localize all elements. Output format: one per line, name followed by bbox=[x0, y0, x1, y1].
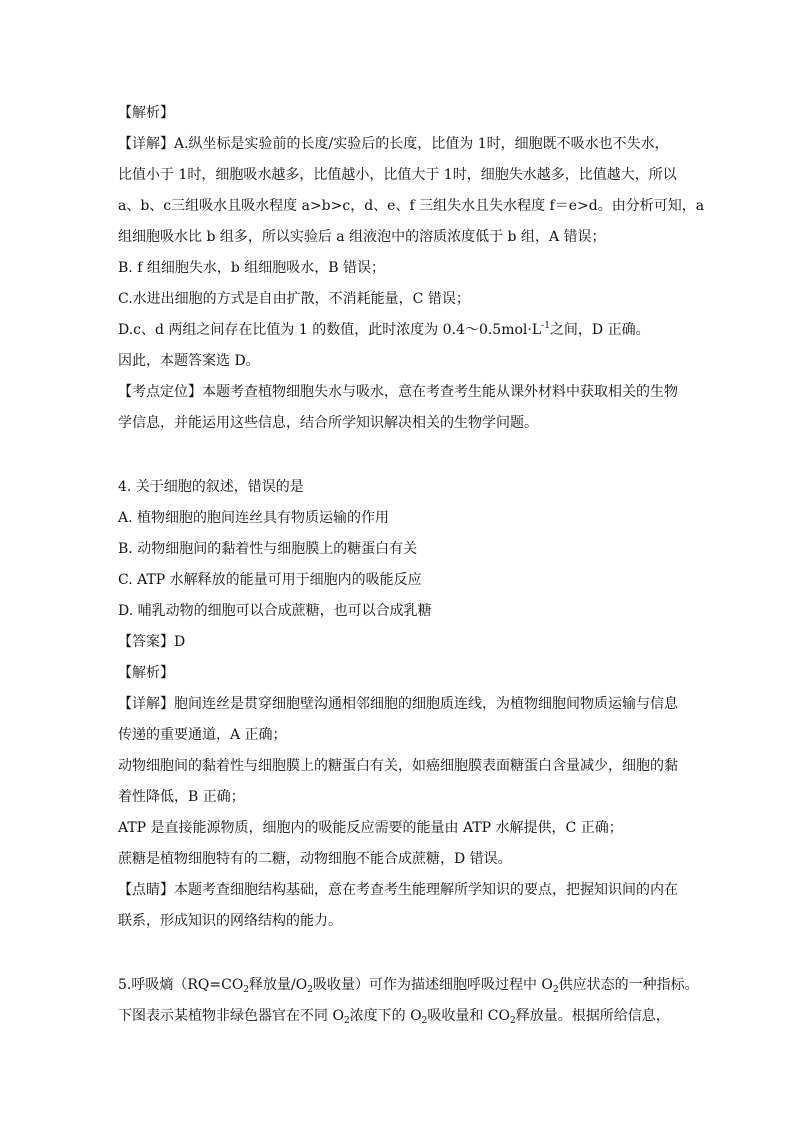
line-text: 吸收量和 CO bbox=[427, 1008, 510, 1024]
analysis-detail-line: B. f 组细胞失水，b 组细胞吸水，B 错误； bbox=[118, 260, 385, 276]
question-4-option-a: A. 植物细胞的胞间连丝具有物质运输的作用 bbox=[118, 510, 390, 526]
question-4-option-d: D. 哺乳动物的细胞可以合成蔗糖，也可以合成乳糖 bbox=[118, 603, 432, 619]
subscript: 2 bbox=[509, 1016, 516, 1026]
key-point-line: 联系，形成知识的网络结构的能力。 bbox=[118, 913, 342, 929]
analysis-heading: 【解析】 bbox=[118, 105, 174, 121]
analysis-detail-line: 【详解】胞间连丝是贯穿细胞壁沟通相邻细胞的细胞质连线，为植物细胞间物质运输与信息 bbox=[118, 696, 678, 712]
analysis-detail-line bbox=[118, 320, 650, 340]
analysis-detail-line: 蔗糖是植物细胞特有的二糖，动物细胞不能合成蔗糖，D 错误。 bbox=[118, 851, 512, 867]
line-text: 之间，D 正确。 bbox=[549, 322, 650, 338]
line-text: 浓度下的 O bbox=[349, 1008, 422, 1024]
analysis-detail-line: C.水进出细胞的方式是自由扩散，不消耗能量，C 错误； bbox=[118, 291, 470, 307]
line-text: 吸收量）可作为描述细胞呼吸过程中 O bbox=[312, 977, 553, 993]
analysis-detail-line: ATP 是直接能源物质，细胞内的吸能反应需要的能量由 ATP 水解提供，C 正确； bbox=[118, 820, 623, 836]
subscript: 2 bbox=[243, 985, 250, 995]
line-text: 释放量。根据所给信息， bbox=[515, 1008, 670, 1024]
answer-line: 【答案】D bbox=[118, 634, 186, 650]
question-4-option-b: B. 动物细胞间的黏着性与细胞膜上的糖蛋白有关 bbox=[118, 541, 418, 557]
analysis-conclusion: 因此，本题答案选 D。 bbox=[118, 353, 260, 369]
line-text: 下图表示某植物非绿色器官在不同 O bbox=[118, 1008, 344, 1024]
exam-point-line: 【考点定位】本题考查植物细胞失水与吸水，意在考查考生能从课外材料中获取相关的生物 bbox=[118, 384, 678, 400]
analysis-detail-line: 比值小于 1时，细胞吸水越多，比值越小，比值大于 1时，细胞失水越多，比值越大，所以 bbox=[118, 167, 677, 183]
line-text: 释放量/O bbox=[249, 977, 308, 993]
question-4-stem: 4. 关于细胞的叙述，错误的是 bbox=[118, 479, 304, 495]
subscript: 2 bbox=[343, 1016, 350, 1026]
line-text: D.c、d 两组之间存在比值为 1 的数值，此时浓度为 0.4～0.5mol·L bbox=[118, 322, 542, 338]
subscript: 2 bbox=[421, 1016, 428, 1026]
exam-point-line: 学信息，并能运用这些信息，结合所学知识解决相关的生物学问题。 bbox=[118, 415, 538, 431]
question-4-option-c: C. ATP 水解释放的能量可用于细胞内的吸能反应 bbox=[118, 572, 422, 588]
analysis-detail-line: 着性降低，B 正确； bbox=[118, 789, 245, 805]
line-text: 供应状态的一种指标。 bbox=[558, 977, 699, 993]
analysis-detail-line: 动物细胞间的黏着性与细胞膜上的糖蛋白有关，如癌细胞膜表面糖蛋白含量减少，细胞的黏 bbox=[118, 758, 678, 774]
analysis-detail-line: 【详解】A.纵坐标是实验前的长度/实验后的长度，比值为 1时，细胞既不吸水也不失水， bbox=[118, 136, 669, 152]
key-point-line: 【点睛】本题考查细胞结构基础，意在考查考生能理解所学知识的要点，把握知识间的内在 bbox=[118, 882, 678, 898]
line-text: 5.呼吸熵（RQ=CO bbox=[118, 977, 244, 993]
analysis-detail-line: a、b、c三组吸水且吸水程度 a>b>c，d、e、f 三组失水且失水程度 f＝e>d。由分析可知，a bbox=[118, 198, 705, 214]
subscript: 2 bbox=[307, 985, 313, 995]
question-5-stem-line bbox=[118, 975, 699, 995]
analysis-detail-line: 组细胞吸水比 b 组多，所以实验后 a 组液泡中的溶质浓度低于 b 组，A 错误； bbox=[118, 229, 606, 245]
analysis-detail-line: 传递的重要通道，A 正确； bbox=[118, 727, 287, 743]
analysis-heading: 【解析】 bbox=[118, 665, 174, 681]
superscript: -1 bbox=[541, 321, 550, 331]
question-5-stem-line bbox=[118, 1006, 670, 1026]
subscript: 2 bbox=[552, 985, 559, 995]
